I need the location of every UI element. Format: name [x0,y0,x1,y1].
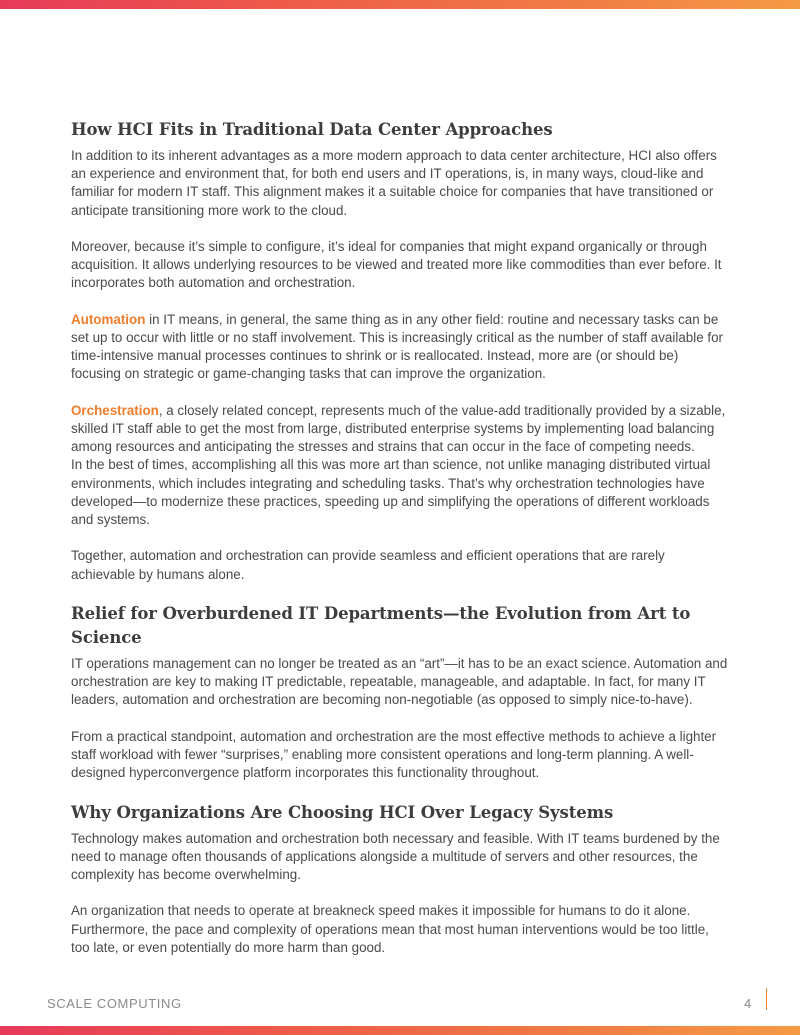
automation-term: Automation [71,311,146,327]
top-gradient-bar [0,0,800,9]
paragraph-simple-configure: Moreover, because it’s simple to configure, it’s ideal for companies that might expand organically or through acquisition. It allows underlying resources to be viewed and treated more like commodities than ever before. It incorporates both automation and orchestration. [71,239,722,291]
section-heading-relief: Relief for Overburdened IT Departments—the Evolution from Art to Science [71,604,691,647]
footer-page-number: 4 [744,996,752,1011]
paragraph-hci-advantages: In addition to its inherent advantages as a more modern approach to data center architecture, HCI also offers an experience and environment that, for both end users and IT operations, is, in many ways, cloud-like and familiar for modern IT staff. This alignment makes it a suitable choice for companies that have transitioned or anticipate transitioning more work to the cloud. [71,148,717,218]
paragraph-practical-standpoint: From a practical standpoint, automation and orchestration are the most effective methods to achieve a lighter staff workload with fewer “surprises,” enabling more consistent operations and long-term planning. A well-designed hyperconvergence platform incorporates this functionality throughout. [71,728,717,781]
paragraph-together: Together, automation and orchestration can provide seamless and efficient operations that are rarely achievable by humans alone. [71,548,665,582]
paragraph-it-operations: IT operations management can no longer be treated as an “art”—it has to be an exact science. Automation and orchestration are key to making IT predictable, repeatable, manageable, and adaptable. In fact, for many IT leaders, automation and orchestration are becoming non-negotiable (as opposed to simply nice-to-have). [71,656,728,708]
bottom-gradient-bar [0,1026,800,1035]
paragraph-automation [71,311,731,384]
orchestration-text: , a closely related concept, represents much of the value-add traditionally provided by a sizable, skilled IT staff able to get the most from large, distributed enterprise systems by implementing load balancing among resources and anticipating the stresses and strains that can occur in the face of competing needs. [71,402,726,455]
section-heading-why-hci: Why Organizations Are Choosing HCI Over Legacy Systems [71,802,614,822]
paragraph-technology: Technology makes automation and orchestration both necessary and feasible. With IT teams burdened by the need to manage often thousands of applications alongside a multitude of servers and other resources, the complexity has become overwhelming. [71,830,720,882]
automation-text: in IT means, in general, the same thing as in any other field: routine and necessary tasks can be set up to occur with little or no staff involvement. This is increasingly critical as the number of staff available for time-intensive manual processes continues to shrink or is reallocated. Instead, more are (or should be) focusing on strategic or game-changing tasks that can improve the organization. [71,311,723,382]
section-heading-hci-fits: How HCI Fits in Traditional Data Center Approaches [71,120,553,139]
paragraph-breakneck-speed: An organization that needs to operate at breakneck speed makes it impossible for humans to do it alone. Furthermore, the pace and complexity of operations mean that most human interventions would be too little, too late, or even potentially do more harm than good. [71,903,709,955]
footer-brand: SCALE COMPUTING [47,996,182,1011]
page-content [71,118,731,975]
orchestration-term: Orchestration [71,402,159,418]
paragraph-orchestration-continued: In the best of times, accomplishing all this was more art than science, not unlike managing distributed virtual environments, which includes integrating and scheduling tasks. That’s why orchestration technologies have developed—to modernize these practices, speeding up and simplifying the operations of different workloads and systems. [71,457,711,528]
footer-divider [766,988,767,1010]
paragraph-orchestration [71,402,731,457]
